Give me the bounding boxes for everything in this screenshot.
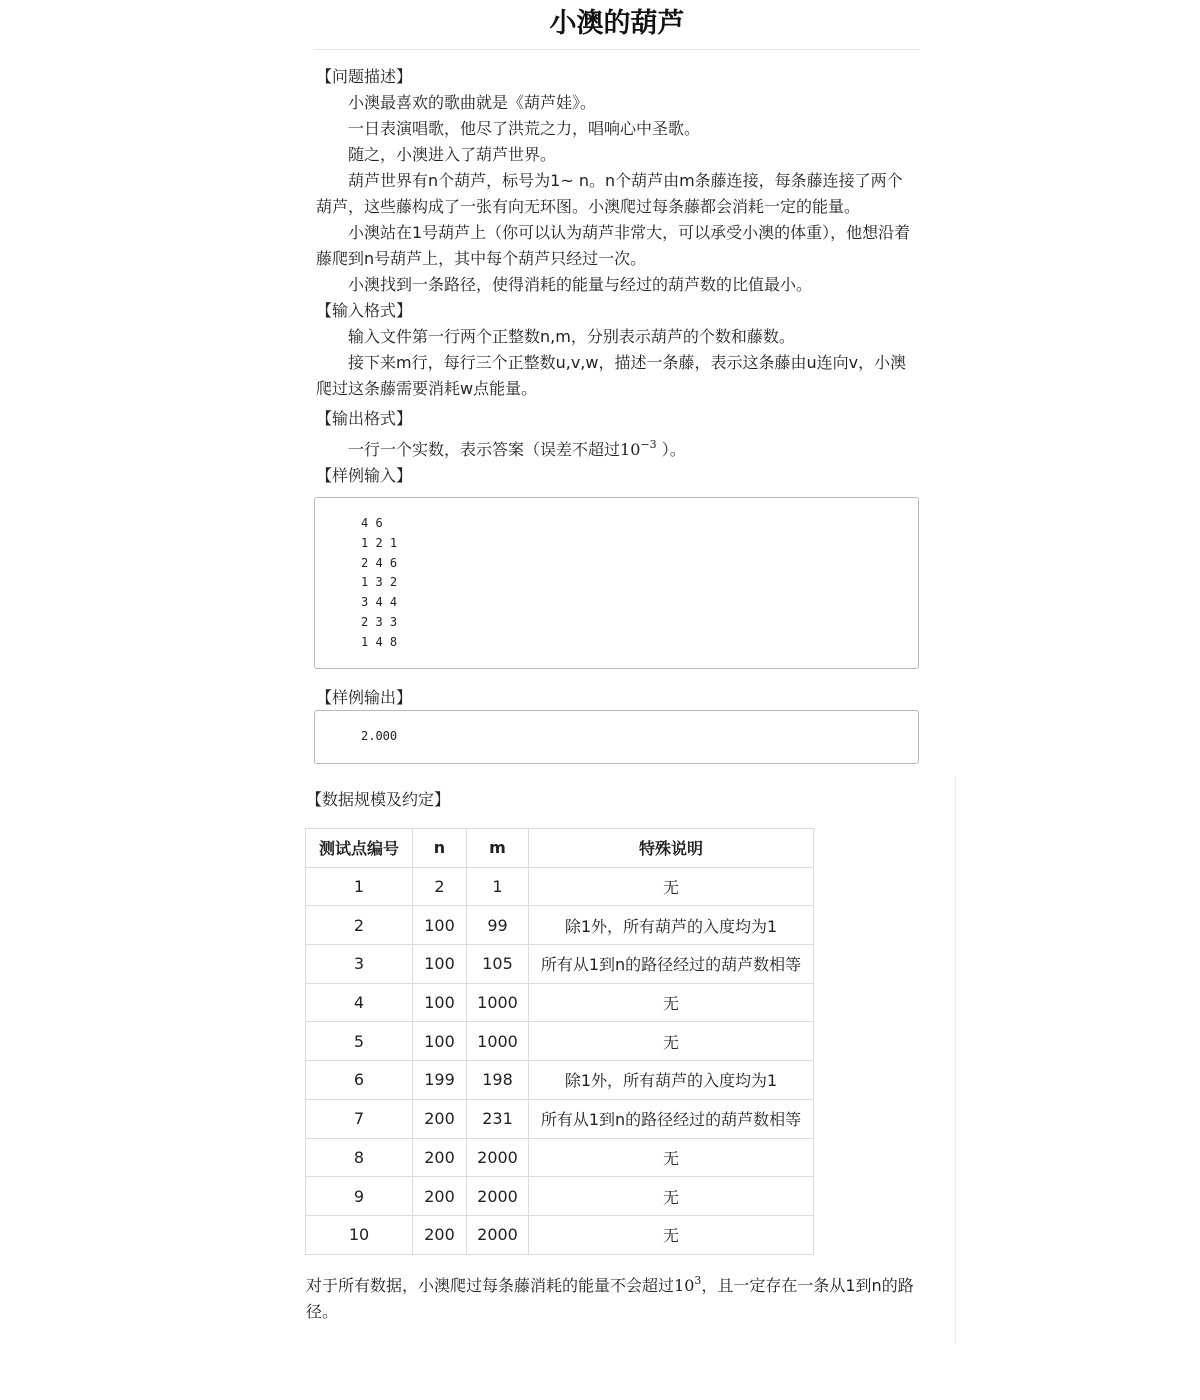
cell-m: 2000 [467,1215,529,1254]
cell-note: 无 [529,983,814,1022]
cell-m: 231 [467,1099,529,1138]
output-format-paragraph [316,432,916,463]
cell-note: 无 [529,867,814,906]
description-paragraph: 小澳最喜欢的歌曲就是《葫芦娃》。 [348,93,597,112]
table-row [306,1177,814,1216]
output-text-pre: 一行一个实数，表示答案（误差不超过 [348,440,621,459]
table-row [306,867,814,906]
description-paragraph: 葫芦世界有n个葫芦，标号为1~ n。n个葫芦由m条藤连接，每条藤连接了两个葫芦，这些藤构成了一张有向无环图。小澳爬过每条藤都会消耗一定的能量。 [316,171,903,216]
problem-content [316,64,916,489]
data-scale-table [305,828,814,1255]
header-special-note: 特殊说明 [529,829,814,868]
cell-note: 无 [529,1215,814,1254]
output-text-post: ）。 [661,440,686,459]
error-bound-math [620,440,657,459]
cell-test-id: 1 [306,867,413,906]
cell-note: 除1外，所有葫芦的入度均为1 [529,906,814,945]
cell-note: 除1外，所有葫芦的入度均为1 [529,1061,814,1100]
table-row [306,1061,814,1100]
cell-note: 所有从1到n的路径经过的葫芦数相等 [529,945,814,984]
table-row [306,1215,814,1254]
math-base: 10 [674,1276,695,1295]
description-paragraph: 小澳找到一条路径，使得消耗的能量与经过的葫芦数的比值最小。 [348,275,813,294]
cell-m: 105 [467,945,529,984]
cell-m: 1 [467,867,529,906]
cell-n: 200 [413,1099,467,1138]
cell-m: 1000 [467,983,529,1022]
cell-m: 2000 [467,1138,529,1177]
sample-input-heading: 【样例输入】 [316,466,413,485]
cell-n: 2 [413,867,467,906]
sample-input-box [314,497,919,669]
cell-n: 200 [413,1177,467,1216]
cell-n: 100 [413,1022,467,1061]
header-test-id: 测试点编号 [306,829,413,868]
cell-n: 100 [413,906,467,945]
description-paragraph: 一日表演唱歌，他尽了洪荒之力，唱响心中圣歌。 [348,119,701,138]
cell-test-id: 6 [306,1061,413,1100]
sample-output-code: 2.000 [361,729,398,743]
cell-n: 100 [413,945,467,984]
math-base: 10 [620,440,641,459]
description-paragraph: 小澳站在1号葫芦上（你可以认为葫芦非常大，可以承受小澳的体重），他想沿着藤爬到n号葫芦上，其中每个葫芦只经过一次。 [316,223,911,268]
sample-input-code: 4 6 1 2 1 2 4 6 1 3 2 3 4 4 2 3 3 1 4 8 [361,516,398,649]
cell-test-id: 10 [306,1215,413,1254]
input-format-heading: 【输入格式】 [316,301,413,320]
cell-n: 100 [413,983,467,1022]
data-scale-heading: 【数据规模及约定】 [306,790,451,809]
header-m: m [467,829,529,868]
input-format-paragraph: 接下来m行，每行三个正整数u,v,w，描述一条藤，表示这条藤由u连向v，小澳爬过这条藤需要消耗w点能量。 [316,353,907,398]
cell-m: 99 [467,906,529,945]
vertical-divider [955,776,956,1344]
constraints-text-post: ，且一定存在一条从1到n的路径。 [306,1276,914,1321]
table-row [306,1138,814,1177]
description-heading: 【问题描述】 [316,67,413,86]
title-divider [314,49,920,50]
table-row [306,1022,814,1061]
table-row [306,906,814,945]
table-row [306,1099,814,1138]
cell-m: 198 [467,1061,529,1100]
table-row [306,983,814,1022]
cell-test-id: 7 [306,1099,413,1138]
cell-n: 199 [413,1061,467,1100]
constraints-note [306,1268,916,1325]
sample-output-heading: 【样例输出】 [316,688,413,707]
cell-note: 所有从1到n的路径经过的葫芦数相等 [529,1099,814,1138]
cell-test-id: 8 [306,1138,413,1177]
cell-note: 无 [529,1022,814,1061]
page-title: 小澳的葫芦 [549,8,685,39]
cell-note: 无 [529,1177,814,1216]
math-exponent: 3 [694,1274,702,1287]
cell-test-id: 4 [306,983,413,1022]
constraints-text-pre: 对于所有数据，小澳爬过每条藤消耗的能量不会超过 [306,1276,675,1295]
cell-test-id: 3 [306,945,413,984]
description-paragraph: 随之，小澳进入了葫芦世界。 [348,145,557,164]
table-header-row [306,829,814,868]
cell-note: 无 [529,1138,814,1177]
input-format-paragraph: 输入文件第一行两个正整数n,m，分别表示葫芦的个数和藤数。 [348,327,795,346]
table-row [306,945,814,984]
cell-m: 1000 [467,1022,529,1061]
cell-n: 200 [413,1138,467,1177]
output-format-heading: 【输出格式】 [316,409,413,428]
math-exponent: −3 [640,438,657,451]
cell-test-id: 5 [306,1022,413,1061]
cell-m: 2000 [467,1177,529,1216]
cell-n: 200 [413,1215,467,1254]
cell-test-id: 2 [306,906,413,945]
energy-bound-math [674,1276,701,1295]
sample-output-box [314,710,919,764]
cell-test-id: 9 [306,1177,413,1216]
header-n: n [413,829,467,868]
